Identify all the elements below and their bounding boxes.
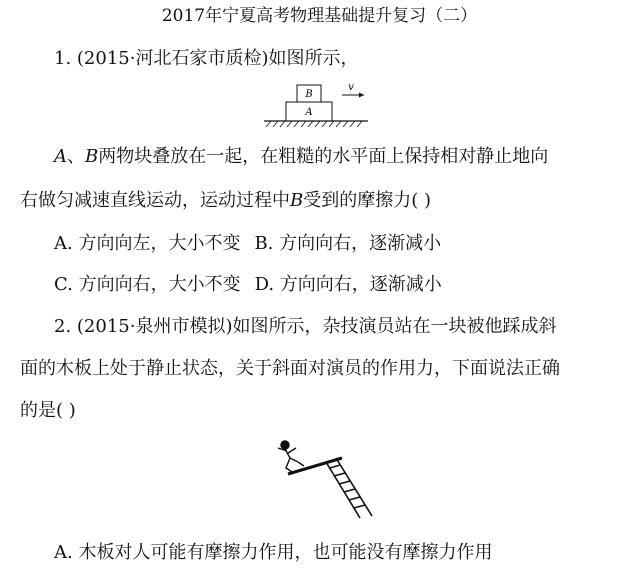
question-1-body-line-1 xyxy=(54,145,548,169)
label-a: A xyxy=(54,146,67,167)
option-a: A. 方向向左，大小不变 xyxy=(54,233,241,254)
body-text: 两物块叠放在一起，在粗糙的水平面上保持相对静止地向 xyxy=(98,146,549,167)
question-2-option-a: A. 木板对人可能有摩擦力作用，也可能没有摩擦力作用 xyxy=(54,542,493,563)
option-c: C. 方向向右，大小不变 xyxy=(54,274,241,295)
block-a-label: A xyxy=(305,107,313,118)
question-2-heading: 2. (2015·泉州市模拟)如图所示，杂技演员站在一块被他踩成斜 xyxy=(54,316,557,337)
question-1-options-cd xyxy=(54,273,442,297)
question-1-body-line-2 xyxy=(20,189,431,213)
ladder xyxy=(326,458,372,518)
separator: 、 xyxy=(67,146,85,167)
option-b: B. 方向向右，逐渐减小 xyxy=(254,233,442,254)
question-2-body-line-2: 面的木板上处于静止状态，关于斜面对演员的作用力，下面说法正确 xyxy=(20,358,560,379)
option-d: D. 方向向右，逐渐减小 xyxy=(254,274,442,295)
acrobat-person xyxy=(278,441,304,472)
velocity-arrowhead xyxy=(359,93,364,98)
label-b: B xyxy=(85,146,99,167)
page-title: 2017年宁夏高考物理基础提升复习（二） xyxy=(161,6,478,26)
block-b-label: B xyxy=(305,89,313,100)
velocity-label: v xyxy=(348,82,354,93)
label-b: B xyxy=(290,190,304,211)
question-2-body-line-3: 的是( ) xyxy=(20,400,76,421)
acrobat-figure xyxy=(268,436,378,520)
ground-hatching xyxy=(266,121,362,127)
question-1-heading: 1. (2015·河北石家市质检)如图所示， xyxy=(54,48,359,69)
body-text: 受到的摩擦力( ) xyxy=(303,190,432,211)
body-text: 右做匀减速直线运动，运动过程中 xyxy=(20,190,290,211)
stacked-blocks-figure xyxy=(262,82,372,130)
question-1-options-ab xyxy=(54,232,441,256)
